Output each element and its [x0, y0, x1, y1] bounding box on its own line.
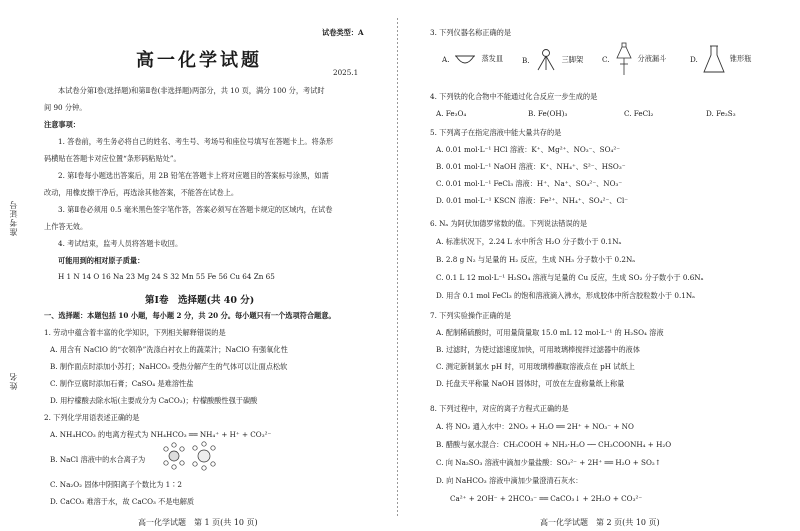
q5-option-c: C. 0.01 mol·L⁻¹ FeCl₃ 溶液：H⁺、Na⁺、SO₄²⁻、NO₃⁻: [436, 179, 623, 188]
q3-option-c: C. 分液漏斗: [602, 42, 666, 76]
tripod-icon: [534, 48, 558, 72]
q4-option-b: B. Fe(OH)₃: [528, 109, 568, 118]
q7-option-b: B. 过滤时，为使过滤速度加快，可用玻璃棒搅拌过滤器中的液体: [436, 345, 640, 354]
q6-option-d: D. 用含 0.1 mol FeCl₃ 的饱和溶液滴入沸水，形成胶体中所含胶粒数小于 0.1Nₐ: [436, 291, 695, 300]
paper-type: 试卷类型：A: [322, 28, 364, 37]
q2-option-c: C. Na₂O₂ 固体中阴阳离子个数比为 1∶2: [50, 480, 183, 489]
conical-flask-icon: [702, 44, 726, 74]
notice-line: 4. 考试结束，监考人员将答题卡收回。: [58, 239, 183, 248]
q1-option-a: A. 用含有 NaClO 的“衣领净”洗涤白衬衣上的蔬菜汁；NaClO 有强氧化性: [50, 345, 288, 354]
q1-option-d: D. 用柠檬酸去除水垢(主要成分为 CaCO₃)；柠檬酸酸性强于碳酸: [50, 396, 258, 405]
exam-id-label: 准考证号: [9, 200, 18, 236]
q5-option-a: A. 0.01 mol·L⁻¹ HCl 溶液：K⁺、Mg²⁺、NO₃⁻、SO₄²⁻: [436, 145, 621, 154]
separatory-funnel-icon: [614, 42, 634, 76]
notice-line: 改动，用橡皮擦干净后，再选涂其他答案，不能答在试卷上。: [44, 188, 239, 197]
notice-line: 1. 答卷前，考生务必将自己的姓名、考生号、考场号和座位号填写在答题卡上。将条形: [58, 137, 334, 146]
q4-stem: 4. 下列铁的化合物中不能通过化合反应一步生成的是: [430, 92, 598, 101]
section-instruction: 一、选择题：本题包括 10 小题，每小题 2 分，共 20 分。每小题只有一个选项符合题意。: [44, 311, 336, 320]
q6-option-b: B. 2.8 g N₂ 与足量的 H₂ 反应，生成 NH₃ 分子数小于 0.2Nₐ: [436, 255, 636, 264]
notice-line: 上作答无效。: [44, 222, 88, 231]
q5-option-b: B. 0.01 mol·L⁻¹ NaOH 溶液：K⁺、NH₄⁺、S²⁻、HSO₃⁻: [436, 162, 626, 171]
q2-option-d: D. CaCO₃ 难溶于水，故 CaCO₃ 不是电解质: [50, 497, 195, 506]
notice-line: 码横贴在答题卡对应位置“条形码粘贴处”。: [44, 154, 181, 163]
section-title: 第Ⅰ卷 选择题(共 40 分): [145, 295, 255, 306]
q1-option-b: B. 制作面点时添加小苏打；NaHCO₃ 受热分解产生的气体可以让面点松软: [50, 362, 288, 371]
notice-line: 3. 第Ⅱ卷必须用 0.5 毫米黑色签字笔作答，答案必须写在答题卡规定的区域内，在试卷: [58, 205, 333, 214]
atomic-mass-values: H 1 N 14 O 16 Na 23 Mg 24 S 32 Mn 55 Fe 56 Cu 64 Zn 65: [58, 272, 275, 281]
q6-stem: 6. Nₐ 为阿伏加德罗常数的值。下列说法错误的是: [430, 219, 588, 228]
q8-option-d-equation: Ca²⁺ + 2OH⁻ + 2HCO₃⁻ ══ CaCO₃↓ + 2H₂O + CO₃²⁻: [450, 494, 643, 503]
intro-line-2: 间 90 分钟。: [44, 103, 87, 112]
atomic-mass-title: 可能用到的相对原子质量：: [58, 256, 145, 265]
footer-page-1: 高一化学试题 第 1 页(共 10 页): [138, 518, 258, 527]
q8-option-d: D. 向 NaHCO₃ 溶液中滴加少量澄清石灰水：: [436, 476, 583, 485]
q5-option-d: D. 0.01 mol·L⁻¹ KSCN 溶液：Fe²⁺、NH₄⁺、SO₄²⁻、Cl⁻: [436, 196, 629, 205]
q6-option-a: A. 标准状况下，2.24 L 水中所含 H₂O 分子数小于 0.1Nₐ: [436, 237, 622, 246]
exam-date: 2025.1: [333, 68, 359, 77]
notice-line: 2. 第Ⅰ卷每小题选出答案后，用 2B 铅笔在答题卡上将对应题目的答案标号涂黑，如需: [58, 171, 329, 180]
notice-title: 注意事项：: [44, 120, 80, 129]
q2-option-a: A. NH₄HCO₃ 的电离方程式为 NH₄HCO₃ ══ NH₄⁺ + H⁺ + CO₃²⁻: [50, 430, 272, 439]
q2-stem: 2. 下列化学用语表述正确的是: [44, 413, 140, 422]
evaporating-dish-icon: [453, 48, 477, 70]
q3-stem: 3. 下列仪器名称正确的是: [430, 28, 512, 37]
q4-option-c: C. FeCl₂: [624, 109, 654, 118]
q8-option-c: C. 向 Na₂SO₃ 溶液中滴加少量盐酸：SO₃²⁻ + 2H⁺ ══ H₂O + SO₂↑: [436, 458, 661, 467]
q7-option-c: C. 测定新制氯水 pH 时，可用玻璃棒蘸取溶液点在 pH 试纸上: [436, 362, 635, 371]
q3-option-d: D. 锥形瓶: [690, 44, 751, 74]
name-label: 姓名: [9, 372, 18, 390]
q8-option-a: A. 将 NO₂ 通入水中：2NO₂ + H₂O ══ 2H⁺ + NO₃⁻ + NO: [436, 422, 634, 431]
q1-stem: 1. 劳动中蕴含着丰富的化学知识，下列相关解释错误的是: [44, 328, 226, 337]
q8-option-b: B. 醋酸与氨水混合：CH₃COOH + NH₃·H₂O ── CH₃COONH₄ + H₂O: [436, 440, 672, 449]
q1-option-c: C. 制作豆腐时添加石膏；CaSO₄ 是难溶性盐: [50, 379, 194, 388]
q3-option-b: B. 三脚架: [522, 48, 583, 72]
q5-stem: 5. 下列离子在指定溶液中能大量共存的是: [430, 128, 562, 137]
q6-option-c: C. 0.1 L 12 mol·L⁻¹ H₂SO₄ 溶液与足量的 Cu 反应，生成 SO₂ 分子数小于 0.6Nₐ: [436, 273, 704, 282]
q7-option-a: A. 配制稀硫酸时，可用量筒量取 15.0 mL 12 mol·L⁻¹ 的 H₂SO₄ 溶液: [436, 328, 664, 337]
q7-option-d: D. 托盘天平称量 NaOH 固体时，可放在左盘称量纸上称量: [436, 379, 625, 388]
q4-option-a: A. Fe₃O₄: [436, 109, 467, 118]
page-divider: [397, 18, 398, 516]
q4-option-d: D. Fe₂S₃: [706, 109, 736, 118]
intro-line-1: 本试卷分第Ⅰ卷(选择题)和第Ⅱ卷(非选择题)两部分，共 10 页，满分 100 分，考试时: [58, 86, 325, 95]
hydrated-ion-diagram: [160, 440, 220, 472]
q7-stem: 7. 下列实验操作正确的是: [430, 311, 512, 320]
q2-option-b: B. NaCl 溶液中的水合离子为: [50, 455, 146, 464]
footer-page-2: 高一化学试题 第 2 页(共 10 页): [540, 518, 660, 527]
page-title: 高一化学试题: [136, 50, 262, 71]
q8-stem: 8. 下列过程中，对应的离子方程式正确的是: [430, 404, 569, 413]
q3-option-a: A. 蒸发皿: [442, 48, 503, 70]
